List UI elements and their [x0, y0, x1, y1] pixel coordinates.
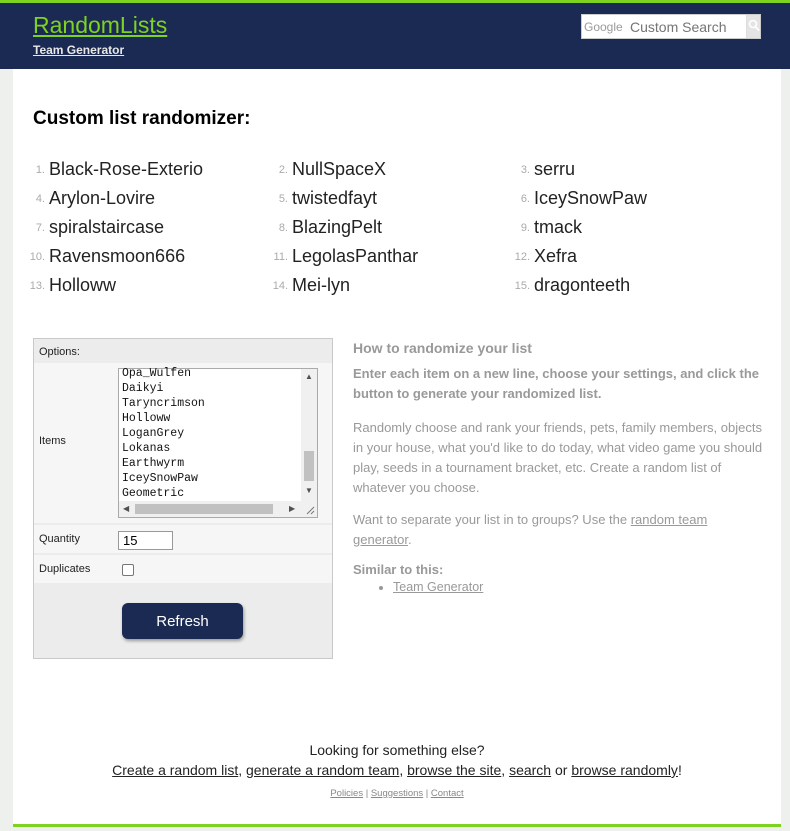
item-name: Mei-lyn — [292, 275, 351, 295]
main-content — [13, 69, 781, 824]
similar-heading: Similar to this: — [353, 562, 444, 577]
list-item — [278, 217, 383, 241]
list-item — [514, 246, 578, 270]
item-number: 8. — [278, 222, 288, 234]
policies-link[interactable]: Policies — [330, 788, 364, 799]
bottom-accent-line — [13, 824, 781, 827]
footer-sep: or — [551, 762, 572, 778]
item-number: 10. — [29, 251, 45, 263]
item-name: IceySnowPaw — [534, 188, 648, 208]
generate-random-team-link[interactable]: generate a random team — [246, 762, 400, 778]
similar-list — [393, 577, 763, 597]
footer-divider: | — [423, 788, 431, 799]
search-box — [581, 14, 761, 39]
footer-divider: | — [363, 788, 371, 799]
item-name: NullSpaceX — [292, 159, 387, 179]
list-item — [29, 275, 117, 299]
how-to-description: Randomly choose and rank your friends, pets, family members, objects in your house, what you'd like to do today, what video game you should play, seeds in a tournament bracket, etc. Create a random list of whatever you choose. — [353, 420, 763, 495]
item-number: 7. — [35, 222, 45, 234]
list-item — [35, 217, 165, 241]
item-name: Arylon-Lovire — [49, 188, 156, 208]
resize-handle-icon[interactable] — [301, 501, 317, 517]
footer-end: ! — [677, 762, 682, 778]
item-number: 9. — [520, 222, 530, 234]
list-item — [520, 159, 576, 183]
item-line: LoganGrey — [122, 427, 185, 440]
list-item — [520, 217, 583, 241]
item-name: twistedfayt — [292, 188, 378, 208]
list-item — [29, 246, 186, 270]
item-line: Lokanas — [122, 442, 171, 455]
item-name: dragonteeth — [534, 275, 631, 295]
options-heading: Options: — [39, 346, 80, 358]
search-link[interactable]: search — [509, 762, 552, 778]
vertical-scroll-thumb[interactable] — [304, 451, 314, 481]
how-to-section — [353, 340, 763, 597]
team-generator-link[interactable]: Team Generator — [33, 43, 125, 57]
footer-sep: , — [238, 762, 246, 778]
item-number: 2. — [278, 164, 288, 176]
quantity-label: Quantity — [39, 533, 80, 545]
item-name: Holloww — [49, 275, 117, 295]
how-to-intro: Enter each item on a new line, choose your settings, and click the button to generate your randomized list. — [353, 366, 759, 401]
duplicates-row — [34, 555, 332, 583]
list-item — [272, 275, 351, 299]
google-brand-label: Google — [584, 20, 623, 34]
item-name: tmack — [534, 217, 583, 237]
horizontal-scroll-thumb[interactable] — [135, 504, 273, 514]
footer-links — [13, 760, 781, 780]
create-random-list-link[interactable]: Create a random list — [112, 762, 239, 778]
list-item — [278, 159, 387, 183]
footer — [13, 740, 781, 799]
page-title: Custom list randomizer: — [33, 108, 251, 129]
refresh-button[interactable]: Refresh — [122, 603, 243, 639]
groups-paragraph — [353, 510, 763, 550]
footer-sep: , — [399, 762, 408, 778]
groups-end: . — [407, 532, 412, 547]
search-button[interactable] — [746, 15, 760, 38]
footer-sep: , — [501, 762, 510, 778]
item-name: Xefra — [534, 246, 578, 266]
item-number: 1. — [35, 164, 45, 176]
item-name: serru — [534, 159, 576, 179]
item-number: 11. — [273, 251, 288, 263]
item-line: Holloww — [122, 412, 171, 425]
item-name: BlazingPelt — [292, 217, 383, 237]
vertical-scrollbar[interactable] — [301, 369, 317, 502]
scroll-down-icon[interactable]: ▼ — [305, 486, 313, 495]
scroll-right-icon[interactable]: ▶ — [289, 504, 296, 513]
list-item — [35, 159, 204, 183]
contact-link[interactable]: Contact — [430, 788, 464, 799]
item-number: 3. — [520, 164, 530, 176]
items-textarea[interactable] — [118, 368, 318, 518]
item-number: 5. — [278, 193, 288, 205]
item-number: 4. — [35, 193, 45, 205]
items-text-lines — [122, 366, 302, 498]
item-number: 12. — [514, 251, 530, 263]
similar-team-generator-link[interactable]: Team Generator — [393, 580, 484, 594]
quantity-input[interactable] — [118, 531, 173, 550]
item-line: Earthwyrm — [122, 457, 185, 470]
item-number: 6. — [520, 193, 530, 205]
site-logo-link[interactable]: RandomLists — [33, 12, 168, 38]
list-item — [273, 246, 419, 270]
list-item — [35, 188, 156, 212]
site-header — [0, 3, 790, 69]
random-team-generator-link[interactable]: random team generator — [353, 512, 708, 547]
scroll-up-icon[interactable]: ▲ — [305, 372, 313, 381]
how-to-heading: How to randomize your list — [353, 340, 532, 356]
list-item — [520, 188, 648, 212]
list-item — [278, 188, 378, 212]
items-row — [34, 363, 332, 523]
duplicates-label: Duplicates — [39, 563, 91, 575]
items-label: Items — [39, 435, 66, 447]
suggestions-link[interactable]: Suggestions — [370, 788, 424, 799]
item-name: Black-Rose-Exterio — [49, 159, 204, 179]
item-name: spiralstaircase — [49, 217, 165, 237]
item-line: Daikyi — [122, 382, 164, 395]
duplicates-checkbox[interactable] — [122, 564, 134, 576]
footer-question: Looking for something else? — [309, 742, 485, 758]
list-item — [514, 275, 631, 299]
item-number: 13. — [29, 280, 45, 292]
browse-randomly-link[interactable]: browse randomly — [571, 762, 678, 778]
quantity-row — [34, 525, 332, 553]
search-input[interactable] — [630, 17, 740, 37]
item-name: LegolasPanthar — [292, 246, 419, 266]
item-line: IceySnowPaw — [122, 472, 198, 485]
footer-small-links — [13, 788, 781, 799]
options-panel — [33, 338, 333, 659]
item-line: Opa_Wulfen — [122, 367, 192, 380]
item-line: Geometric — [122, 487, 185, 498]
item-name: Ravensmoon666 — [49, 246, 186, 266]
similar-item — [393, 577, 763, 597]
item-line: Taryncrimson — [122, 397, 205, 410]
scroll-left-icon[interactable]: ◀ — [123, 504, 130, 513]
item-number: 14. — [272, 280, 288, 292]
resize-grip-icon — [301, 501, 317, 517]
browse-site-link[interactable]: browse the site — [407, 762, 502, 778]
groups-text: Want to separate your list in to groups? Use the — [353, 512, 631, 527]
search-icon — [748, 19, 760, 32]
horizontal-scrollbar[interactable] — [119, 501, 301, 517]
item-number: 15. — [514, 280, 530, 292]
